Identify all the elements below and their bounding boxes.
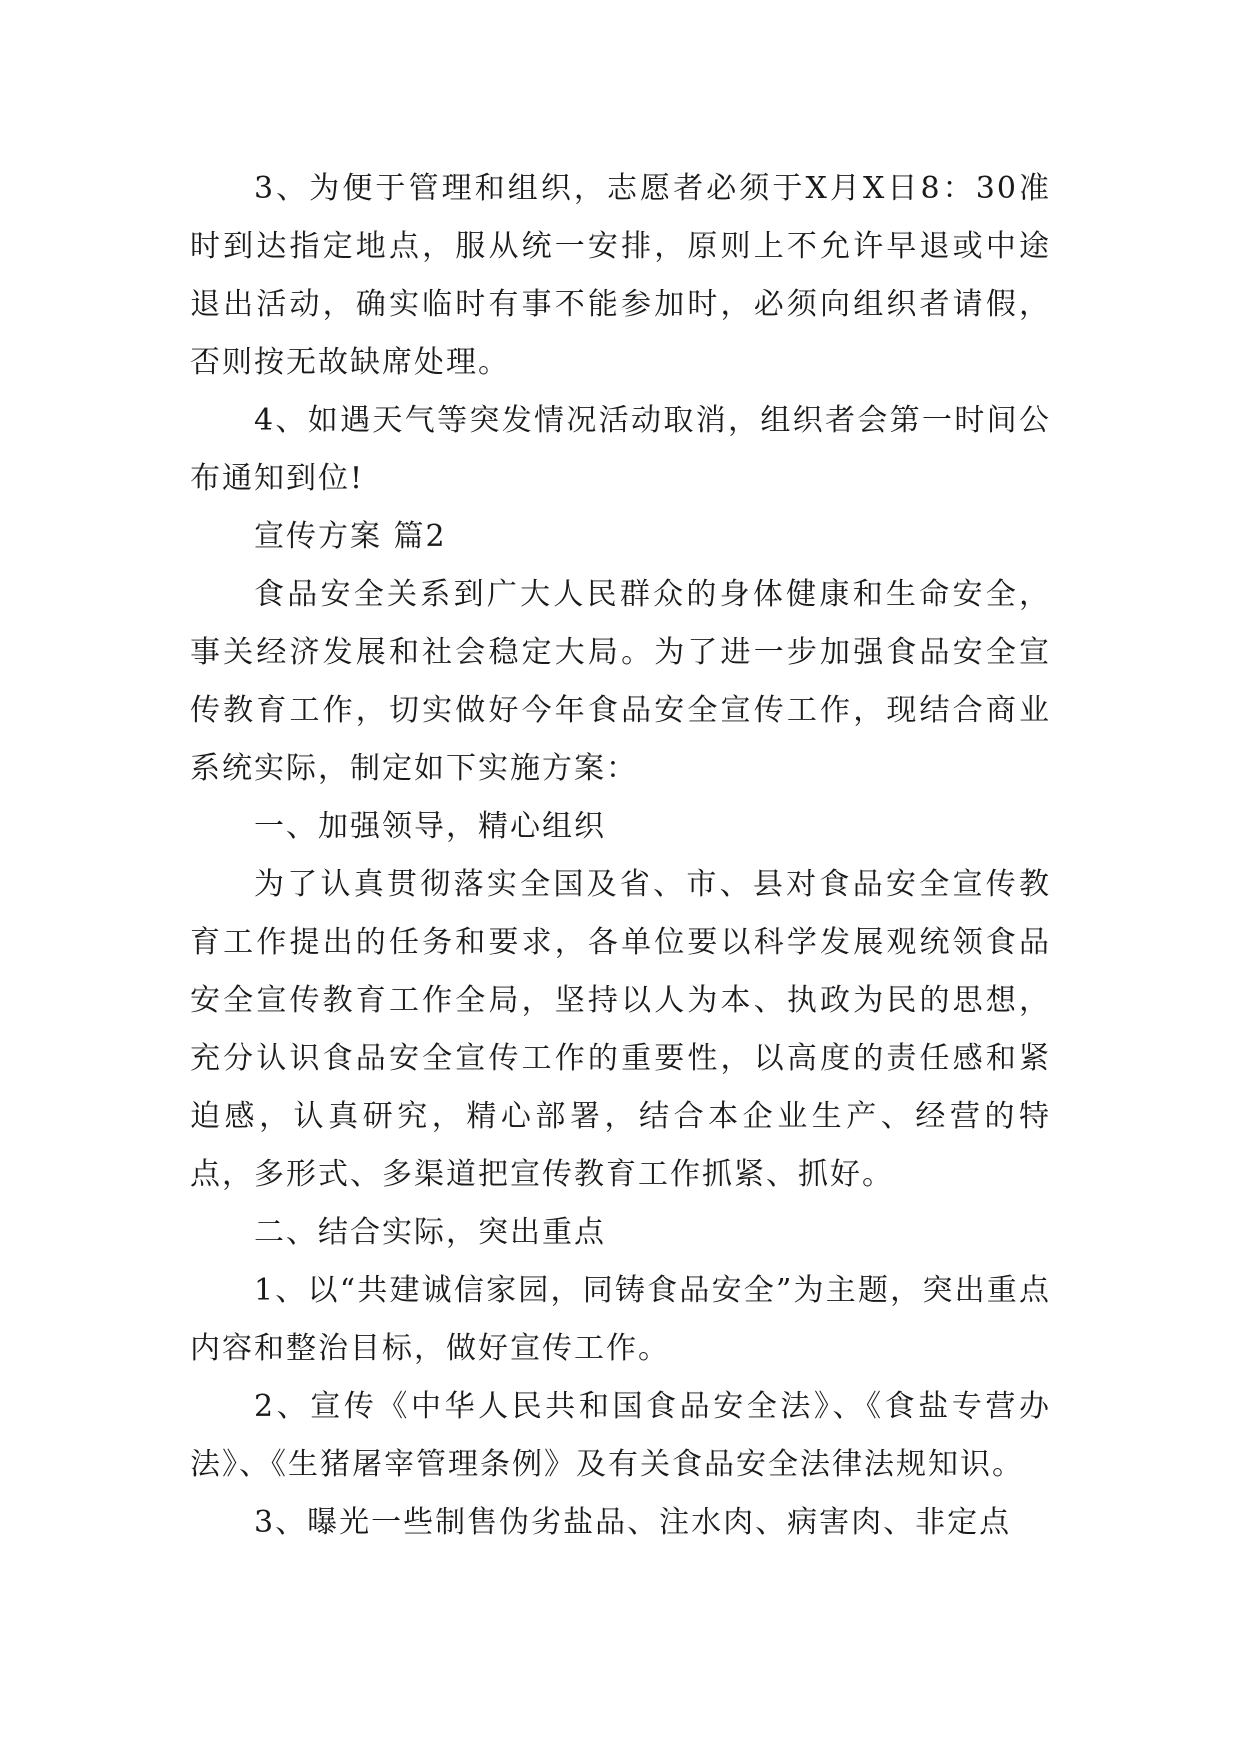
paragraph-focus-2: 2、宣传《中华人民共和国食品安全法》、《食盐专营办法》、《生猪屠宰管理条例》及有关食品安全法律法规知识。: [190, 1389, 1051, 1482]
document-page: [190, 160, 1051, 1552]
heading-focus-points: 二、结合实际，突出重点: [254, 1215, 606, 1250]
paragraph-volunteer-rule-4: 4、如遇天气等突发情况活动取消，组织者会第一时间公布通知到位!: [190, 403, 1051, 496]
paragraph-focus-1: 1、以“共建诚信家园，同铸食品安全”为主题，突出重点内容和整治目标，做好宣传工作。: [190, 1273, 1051, 1366]
paragraph-focus-3: 3、曝光一些制售伪劣盐品、注水肉、病害肉、非定点: [254, 1505, 1012, 1540]
paragraph-leadership: 为了认真贯彻落实全国及省、市、县对食品安全宣传教育工作提出的任务和要求，各单位要以科学发展观统领食品安全宣传教育工作全局，坚持以人为本、执政为民的思想，充分认识食品安全宣传工作的重要性，以高度的责任感和紧迫感，认真研究，精心部署，结合本企业生产、经营的特点，多形式、多渠道把宣传教育工作抓紧、抓好。: [190, 867, 1051, 1192]
paragraph-volunteer-rule-3: 3、为便于管理和组织，志愿者必须于X月X日8：30准时到达指定地点，服从统一安排，原则上不允许早退或中途退出活动，确实临时有事不能参加时，必须向组织者请假，否则按无故缺席处理。: [190, 171, 1051, 380]
section-heading-plan-2: 宣传方案 篇2: [254, 519, 447, 554]
heading-strengthen-leadership: 一、加强领导，精心组织: [254, 809, 606, 844]
paragraph-intro: 食品安全关系到广大人民群众的身体健康和生命安全，事关经济发展和社会稳定大局。为了进一步加强食品安全宣传教育工作，切实做好今年食品安全宣传工作，现结合商业系统实际，制定如下实施方案：: [190, 577, 1051, 786]
